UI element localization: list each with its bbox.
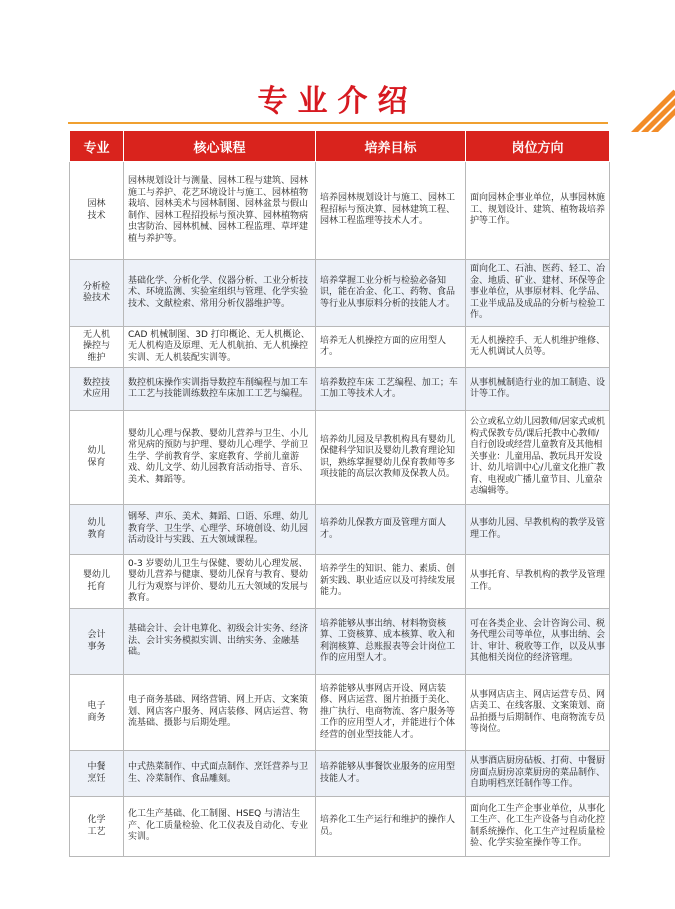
core-courses: CAD 机械制图、3D 打印概论、无人机概论、无人机构造及原理、无人机航拍、无人机操控实训、无人机装配实训等。 [124,327,316,368]
job-direction: 从事幼儿园、早教机构的教学及管理工作。 [466,505,610,555]
header-major: 专业 [70,131,124,162]
major-name: 会计 事务 [70,609,124,675]
table-header-row [70,131,610,162]
training-goal: 培养数控车床 工艺编程、加工；车工加工等技术人才。 [316,368,466,411]
job-direction: 可在各类企业、会计咨询公司、税务代理公司等单位，从事出纳、会计、审计、税收等工作，以及从事其他相关岗位的经济管理。 [466,609,610,675]
major-name: 幼儿 教育 [70,505,124,555]
core-courses: 基础化学、分析化学、仪器分析、工业分析技术、环境监测、实验室组织与管理、化学实验技术、文献检索、常用分析仪器维护等。 [124,260,316,327]
major-name: 分析检 验技术 [70,260,124,327]
table-row-ecommerce [70,675,610,751]
table-row-chemical [70,797,610,857]
table-row-accounting [70,609,610,675]
job-direction: 从事网店店主、网店运营专员、网店美工、在线客服、文案策划、商品拍摄与后期制作、电商物流专员等岗位。 [466,675,610,751]
title-divider [68,122,608,124]
core-courses: 数控机床操作实训指导数控车削编程与加工车工工艺与技能训练数控车床加工工艺与编程。 [124,368,316,411]
table-row-landscape [70,162,610,260]
job-direction: 面向园林企事业单位，从事园林施工、规划设计、建筑、植物栽培养护等工作。 [466,162,610,260]
table-row-analysis [70,260,610,327]
table-row-cnc [70,368,610,411]
major-name: 园林 技术 [70,162,124,260]
training-goal: 培养幼儿园及早教机构具有婴幼儿保健科学知识及婴幼儿教育理论知识，熟练掌握婴幼儿保育教师等多项技能的高层次教师及保教人员。 [316,411,466,505]
training-goal: 培养无人机操控方面的应用型人才。 [316,327,466,368]
major-table [69,130,610,857]
training-goal: 培养能够从事出纳、材料物资核算、工资核算、成本核算、收入和利润核算、总账报表等会计岗位工作的应用型人才。 [316,609,466,675]
training-goal: 培养能够从事网店开设、网店装修、网店运营、图片拍摄于美化、推广执行、电商物流、客户服务等工作的应用型人才，并能进行个体经营的创业型技能人才。 [316,675,466,751]
table-row-childcare [70,411,610,505]
core-courses: 园林规划设计与测量、园林工程与建筑、园林施工与养护、花艺环境设计与施工、园林植物栽培、园林美术与园林制图、园林盆景与假山制作、园林工程招投标与预决算、园林植物病虫害防治、园林机械、园林工程监理、草坪建植与养护等。 [124,162,316,260]
table-row-drone [70,327,610,368]
core-courses: 化工生产基础、化工制图、HSEQ 与清洁生产、化工质量检验、化工仪表及自动化、专业实训。 [124,797,316,857]
major-name: 无人机 操控与 维护 [70,327,124,368]
training-goal: 培养学生的知识、能力、素质、创新实践、职业适应以及可持续发展能力。 [316,555,466,609]
job-direction: 从事托育、早教机构的教学及管理工作。 [466,555,610,609]
training-goal: 培养化工生产运行和维护的操作人员。 [316,797,466,857]
core-courses: 电子商务基础、网络营销、网上开店、文案策划、网店客户服务、网店装修、网店运营、物流基础、摄影与后期处理。 [124,675,316,751]
job-direction: 面向化工、石油、医药、轻工、冶金、地质、矿业、建材、环保等企事业单位，从事原材料、化学品、工业半成品及成品的分析与检验工作。 [466,260,610,327]
major-name: 婴幼儿 托育 [70,555,124,609]
major-name: 中餐 烹饪 [70,751,124,797]
header-jobs: 岗位方向 [466,131,610,162]
core-courses: 基础会计、会计电算化、初级会计实务、经济法、会计实务模拟实训、出纳实务、金融基础。 [124,609,316,675]
table-row-preschool [70,505,610,555]
table-row-infant [70,555,610,609]
training-goal: 培养能够从事餐饮业服务的应用型技能人才。 [316,751,466,797]
training-goal: 培养掌握工业分析与检验必备知识，能在冶金、化工、药物、食品等行业从事原料分析的技能人才。 [316,260,466,327]
major-name: 数控技 术应用 [70,368,124,411]
training-goal: 培养园林规划设计与施工、园林工程招标与预决算、园林建筑工程、园林工程监理等技术人才。 [316,162,466,260]
core-courses: 钢琴、声乐、美术、舞蹈、口语、乐理、幼儿教育学、卫生学、心理学、环境创设、幼儿园活动设计与实践、五大领域课程。 [124,505,316,555]
major-name: 化学 工艺 [70,797,124,857]
training-goal: 培养幼儿保教方面及管理方面人才。 [316,505,466,555]
job-direction: 公立或私立幼儿园教师/居家式或机构式保教专员/课后托教中心教师/自行创设或经营儿童教育及其他相关事业：儿童用品、教玩具开发设计、幼儿培训中心/儿童文化推广教育、电视或广播儿童节目、儿童杂志编辑等。 [466,411,610,505]
job-direction: 从事机械制造行业的加工制造、设计等工作。 [466,368,610,411]
table-row-cooking [70,751,610,797]
major-name: 幼儿 保育 [70,411,124,505]
core-courses: 婴幼儿心理与保教、婴幼儿营养与卫生、小儿常见病的预防与护理、婴幼儿心理学、学前卫生学、学前教育学、家庭教育、学前儿童游戏、幼儿文学、幼儿园教育活动指导、音乐、美术、舞蹈等。 [124,411,316,505]
job-direction: 面向化工生产企事业单位，从事化工生产、化工生产设备与自动化控制系统操作、化工生产过程质量检验、化学实验室操作等工作。 [466,797,610,857]
job-direction: 从事酒店厨房砧板、打荷、中餐厨房面点厨房凉菜厨房的菜品制作、自助明档烹饪制作等工作。 [466,751,610,797]
header-goal: 培养目标 [316,131,466,162]
job-direction: 无人机操控手、无人机维护维修、无人机调试人员等。 [466,327,610,368]
page-title: 专业介绍 [257,84,418,119]
core-courses: 中式热菜制作、中式面点制作、烹饪营养与卫生、冷菜制作、食品雕刻。 [124,751,316,797]
header-courses: 核心课程 [124,131,316,162]
major-name: 电子 商务 [70,675,124,751]
core-courses: 0-3 岁婴幼儿卫生与保健、婴幼儿心理发展、婴幼儿营养与健康、婴幼儿保育与教育、婴幼儿行为观察与评价、婴幼儿五大领域的发展与教育。 [124,555,316,609]
